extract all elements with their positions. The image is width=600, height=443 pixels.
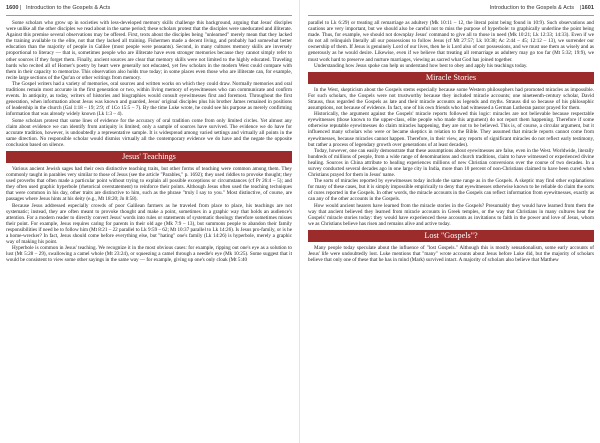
section-heading-miracle-stories: Miracle Stories [308, 72, 594, 84]
right-running-head [308, 5, 594, 15]
right-paragraph: Many people today speculate about the influence of "lost Gospels." Although this is mostly sensationalism, some early accounts of Jesus' life were undoubtedly lost. Luke mentions that "many" wrote accounts about Jesus before Luke did, but the majority of scholars believe that only one of these that he has in mind (Mark) survived intact. A majority of scholars also believe that Matthew [308, 244, 594, 264]
left-paragraph: Some scholars protest that some lines of evidence for the accuracy of oral tradition come from only limited circles. Yet almost any claim about evidence we can identify from antiquity is limited; only a sample of sources have survived. The evidence we do have for accurate tradition, however, is undoubtedly a representative sample. It is widespread among varied settings and virtually all points in the same direction. No responsible scholar would dismiss virtually all the contemporary evidence we do have and the negate the opposite conclusion based on silence. [6, 117, 292, 148]
left-paragraph: The Gospel writers had a variety of memories, oral sources and written works on which they could draw. Normally memories and oral traditions remain most accurate in the first generation or two, within living memory of eyewitnesses who can communicate and confirm events. In antiquity, as today, writers of histories and biographies would consult eyewitnesses first and foremost. Throughout the first generation, when information about Jesus was known and guarded, Jesus' original disciples plus his brother James remained in positions of leadership in the church (Gal 1:18 – 19; 2:9; cf 1Co 15:5 – 7). By the time Luke wrote, he could see his purpose as merely confirming information that was already widely known (Lk 1:3 – 4). [6, 80, 292, 118]
right-paragraph: How would ancient hearers have learned from the miracle stories in the Gospels? Presumably they would have learned from them the way that ancient believed they learned from miracle accounts in Greek temples, or the way that Christians in many cultures hear the Gospels' miracle stories today: they would have experienced these accounts as invitations to faith in the power and love of Jesus, whom we as Christians believe has risen and remains alive and active today. [308, 202, 594, 227]
section-heading-lost-gospels: Lost "Gospels"? [308, 230, 594, 242]
right-paragraph: Today, however, one can easily demonstrate that these assumptions about eyewitnesses are false, even in the West. Worldwide, literally hundreds of millions of people, from a wide range of denominations and church traditions, claim to have witnessed or experienced divine healing. Sources in China attribute to healing experiences millions of new Christian conversions over the course of two decades. In a survey conducted several decades ago in one large city in India, more than 10 percent of non-Christians claimed to have been cured when Christians prayed for them in Jesus' name. [308, 147, 594, 179]
right-paragraph: Historically, the argument against the Gospels' miracle reports followed this logic: miracles are not believable because respectable eyewitnesses (those known to the upper-class, elite people who made this argument) do not report them happening. Therefore if some otherwise reputable eyewitnesses do claim miracles happening, they are not to be believed. This is, of course, a circular argument, but it influenced many scholars who were or became skeptics in relation to the Bible. They assumed that miracle reports cannot come from eyewitnesses, because miracles cannot happen. Therefore, in their view, any reports of significant miracles do not reflect early testimony, but rather a process of legendary growth over generations of at least decades). [308, 111, 594, 148]
left-header-rule [6, 15, 292, 16]
left-page [2, 0, 296, 443]
right-paragraph: Understanding how Jesus spoke can help us understand how best to obey and apply his teachings today. [314, 62, 528, 69]
left-paragraph: Hyperbole is common in Jesus' teaching. We recognize it in the most obvious cases: for example, ripping out one's eye as a solution to lust (Mt 5:28 – 29), swallowing a camel whole (Mt 23:24), or squeezing a camel through a needle's eye (Mk 10:25). Some suggest that it would be consistent to view some other sayings in the same way — for example, giving up one's only cloak (Mt 5:40 [6, 245, 292, 264]
right-running-title: Introduction to the Gospels & Acts [489, 5, 574, 11]
left-content [6, 20, 292, 430]
left-paragraph: Because Jesus addressed especially crowds of poor Galilean farmers as he traveled from place to place, his teachings are not systematic; instead, they are often meant to provoke thought and make a point, sometimes in a graphic way that holds an audience's attention. For a modern reader to directly convert Jesus' words into rules or statements of systematic theology therefore sometimes misses their point. For example, Jesus requires caring for parents in their old age (Mk 7:9 – 13), but summons people to abandon their family responsibilities if need be to follow him (Mt 8:21 – 22 parallel to Lk 9:59 – 62; Mt 10:37 parallel to Lk 14:26). Is Jesus pro-family, or is he a home-wrecker? In fact, Jesus should come before everything else, but "hating" one's family (Lk 14:26) is hyperbole, merely a graphic way of making his point. [6, 202, 292, 246]
left-running-head [6, 5, 292, 15]
left-page-number: 1600 [6, 5, 19, 11]
section-heading-jesus-teachings: Jesus' Teachings [6, 151, 292, 163]
right-content [308, 20, 594, 430]
right-paragraph: The sorts of miracles reported by eyewitnesses today include the same range as in the Gospels. A skeptic may find other explanations for many of these cases, but it is simply impossible empirically to deny that eyewitnesses otherwise known to be reliable do claim the sorts of cures reported in the Gospels. In other words, the miracle accounts in the Gospels can reflect information from eyewitnesses, exactly as can any of the other accounts in the Gospels. [308, 178, 594, 203]
right-separator: | [579, 5, 581, 11]
left-running-title: Introduction to the Gospels & Acts [26, 5, 111, 11]
right-paragraph: In the West, skepticism about the Gospels stems especially because some Western philosophers had promoted miracles as impossible. For such scholars, the Gospels were not trustworthy because they included miracle accounts; one nineteenth-century scholar, David Strauss, thus regarded the Gospels as late and their miracle accounts as legends and myths. Strauss did so because of his philosophic assumptions, not because of evidence. In fact, one of his own friends who had witnessed a German Lutheran pastor prayed for them. [308, 86, 594, 112]
gutter-divider [299, 0, 300, 443]
right-page-number: 1601 [581, 5, 594, 11]
left-paragraph: Some scholars who grow up in societies with less-developed memory skills challenge this background, arguing that Jesus' disciples were unlike all the other disciples we read about in the same period; these scholars protest that the disciples were uneducated and illiterate. Against this premise several observations may be offered. First, texts about the disciples being "unlearned" merely mean that they lacked the training available to the elite, not that they lacked all training. Fishermen made a decent living, and probably had somewhat better education than the majority of people in Galilee (most people were peasants). Second, in many cultures memory skills are inversely proportional to literacy — that is, sometimes people who are illiterate have even stronger memories because they cannot simply refer to other sources if they forget them. Finally, ancient sources are clear that memory skills were not limited to the highly educated. Traveling bards who recited all of Homer's poetry by heart were generally not educated, yet few scholars in the modern West could compare with them in their capacity to memorize. This observation also holds true today; in some places even those who are illiterate can, for example, recite large sections of the Qur'an or other writings from memory. [6, 20, 292, 81]
right-header-rule [308, 15, 594, 16]
left-separator: | [20, 5, 22, 11]
right-paragraph: parallel to Lk 6:29) or treating all remarriage as adultery (Mk 10:11 – 12, the literal point being found in 10:9). Such observations and cautions are very important, but we should also be careful not to miss the purpose of hyperbole: to graphically underline the point being made. Thus, for example, we should not downplay Jesus' command to give all to those in need (Mk 10:21; Lk 12:33; 14:33). Even if we do not all relinquish literally all our possessions to follow Jesus (cf Mt 27:57; Lk 10:38; Ac 2:44 – 45; 12:12 – 13), we surrender our ownership of them. If Jesus is genuinely Lord of our lives, then he is Lord also of our possessions, and we must use them as wisely and as generously as he would desire. Likewise, even if we believe that treating all remarriage as adultery may go too far (Mt 5:32; 19:9), we must work hard to preserve and nurture marriages, viewing as sacred what God has joined together. [308, 20, 594, 63]
right-page [304, 0, 598, 443]
left-paragraph: Various ancient Jewish sages had their own distinctive teaching traits, but other forms of teaching were common among them. They commonly taught in parables very similar to those of Jesus (see the article "Parables," p. 1692); they used riddles to provoke thought; they used proverbs that often made a particular point without trying to explain all possible exceptions or circumstances (cf Pr 26:4 – 5); and they often used graphic hyperbole (rhetorical overstatement) to reinforce their points. Although Jesus often used the teaching techniques that were common in his day, other traits are distinctive to him, such as the phrase "truly I say to you." Most distinctive, of course, are passages where Jesus hints at his deity (e.g., Mt 18:20; Jn 8:58). [6, 165, 292, 203]
